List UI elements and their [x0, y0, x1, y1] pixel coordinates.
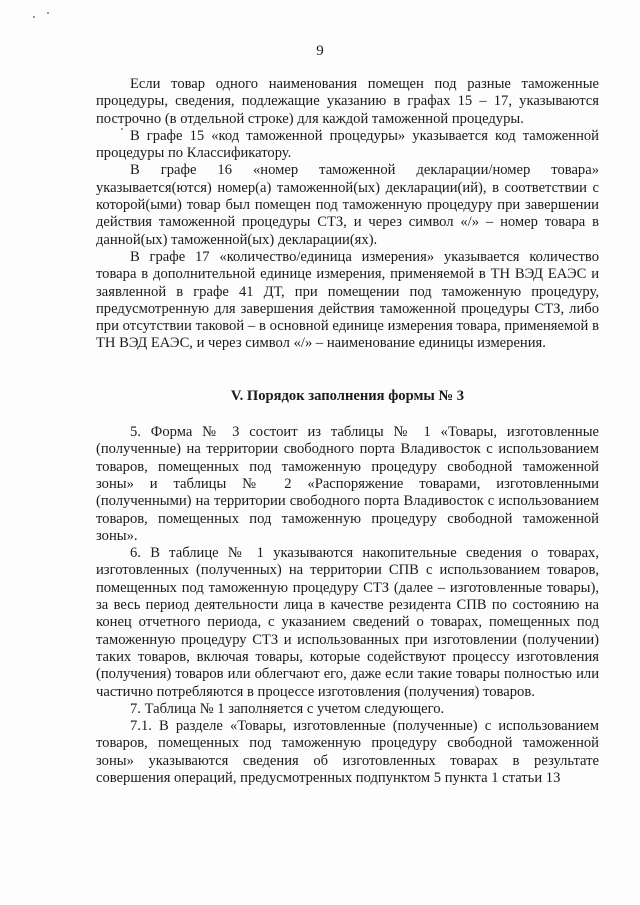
paragraph: В графе 16 «номер таможенной декларации/номер товара» указывается(ются) номер(а) таможенной(ых) декларации(ий), в соответствии с которой(ыми) товар был помещен под таможенную процедуру при завершении действия таможенной процедуры СТЗ, и через символ «/» – номер товара в данной(ых) таможенной(ых) декларации(ях).	[96, 162, 599, 248]
section-heading: V. Порядок заполнения формы № 3	[230, 387, 465, 404]
scan-speck	[47, 12, 49, 14]
paragraph: 7.1. В разделе «Товары, изготовленные (полученные) с использованием товаров, помещенных под таможенную процедуру свободной таможенной зоны» указываются сведения об изготовленных товарах в результате совершения операций, предусмотренных подпунктом 5 пункта 1 статьи 13	[96, 718, 599, 786]
paragraph: 5. Форма № 3 состоит из таблицы № 1 «Товары, изготовленные (полученные) на территории свободного порта Владивосток с использованием товаров, помещенных под таможенную процедуру свободной таможенной зоны» и таблицы № 2 «Распоряжение товарами, изготовленными (полученными) на территории свободного порта Владивосток с использованием товаров, помещенных под таможенную процедуру свободной таможенной зоны».	[96, 424, 599, 544]
paragraph: Если товар одного наименования помещен под разные таможенные процедуры, сведения, подлежащие указанию в графах 15 – 17, указываются построчно (в отдельной строке) для каждой таможенной процедуры.	[96, 76, 599, 127]
paragraph: 6. В таблице № 1 указываются накопительные сведения о товарах, изготовленных (полученных) на территории СПВ с использованием товаров, помещенных под таможенную процедуру СТЗ (далее – изготовленные товары), за весь период деятельности лица в качестве резидента СПВ по состоянию на конец отчетного периода, с указанием сведений о товарах, помещенных под таможенную процедуру СТЗ и использованных при изготовлении (получении) таких товаров, включая товары, которые содействуют процессу изготовления (получения) товаров или облегчают его, даже если такие товары полностью или частично потребляются в процессе изготовления (получения) товаров.	[96, 545, 599, 700]
paragraph: В графе 15 «код таможенной процедуры» указывается код таможенной процедуры по Классификатору.	[96, 127, 599, 162]
paragraph: 7. Таблица № 1 заполняется с учетом следующего.	[130, 700, 445, 717]
document-body	[96, 76, 599, 787]
page-number: 9	[316, 43, 324, 59]
paragraph: В графе 17 «количество/единица измерения» указывается количество товара в дополнительной единице измерения, применяемой в ТН ВЭД ЕАЭС и заявленной в графе 41 ДТ, при помещении под таможенную процедуру, предусмотренную для завершения действия таможенной процедуры СТЗ, либо при отсутствии таковой – в основной единице измерения товара, применяемой в ТН ВЭД ЕАЭС, и через символ «/» – наименование единицы измерения.	[96, 248, 599, 352]
scan-speck	[33, 16, 35, 18]
